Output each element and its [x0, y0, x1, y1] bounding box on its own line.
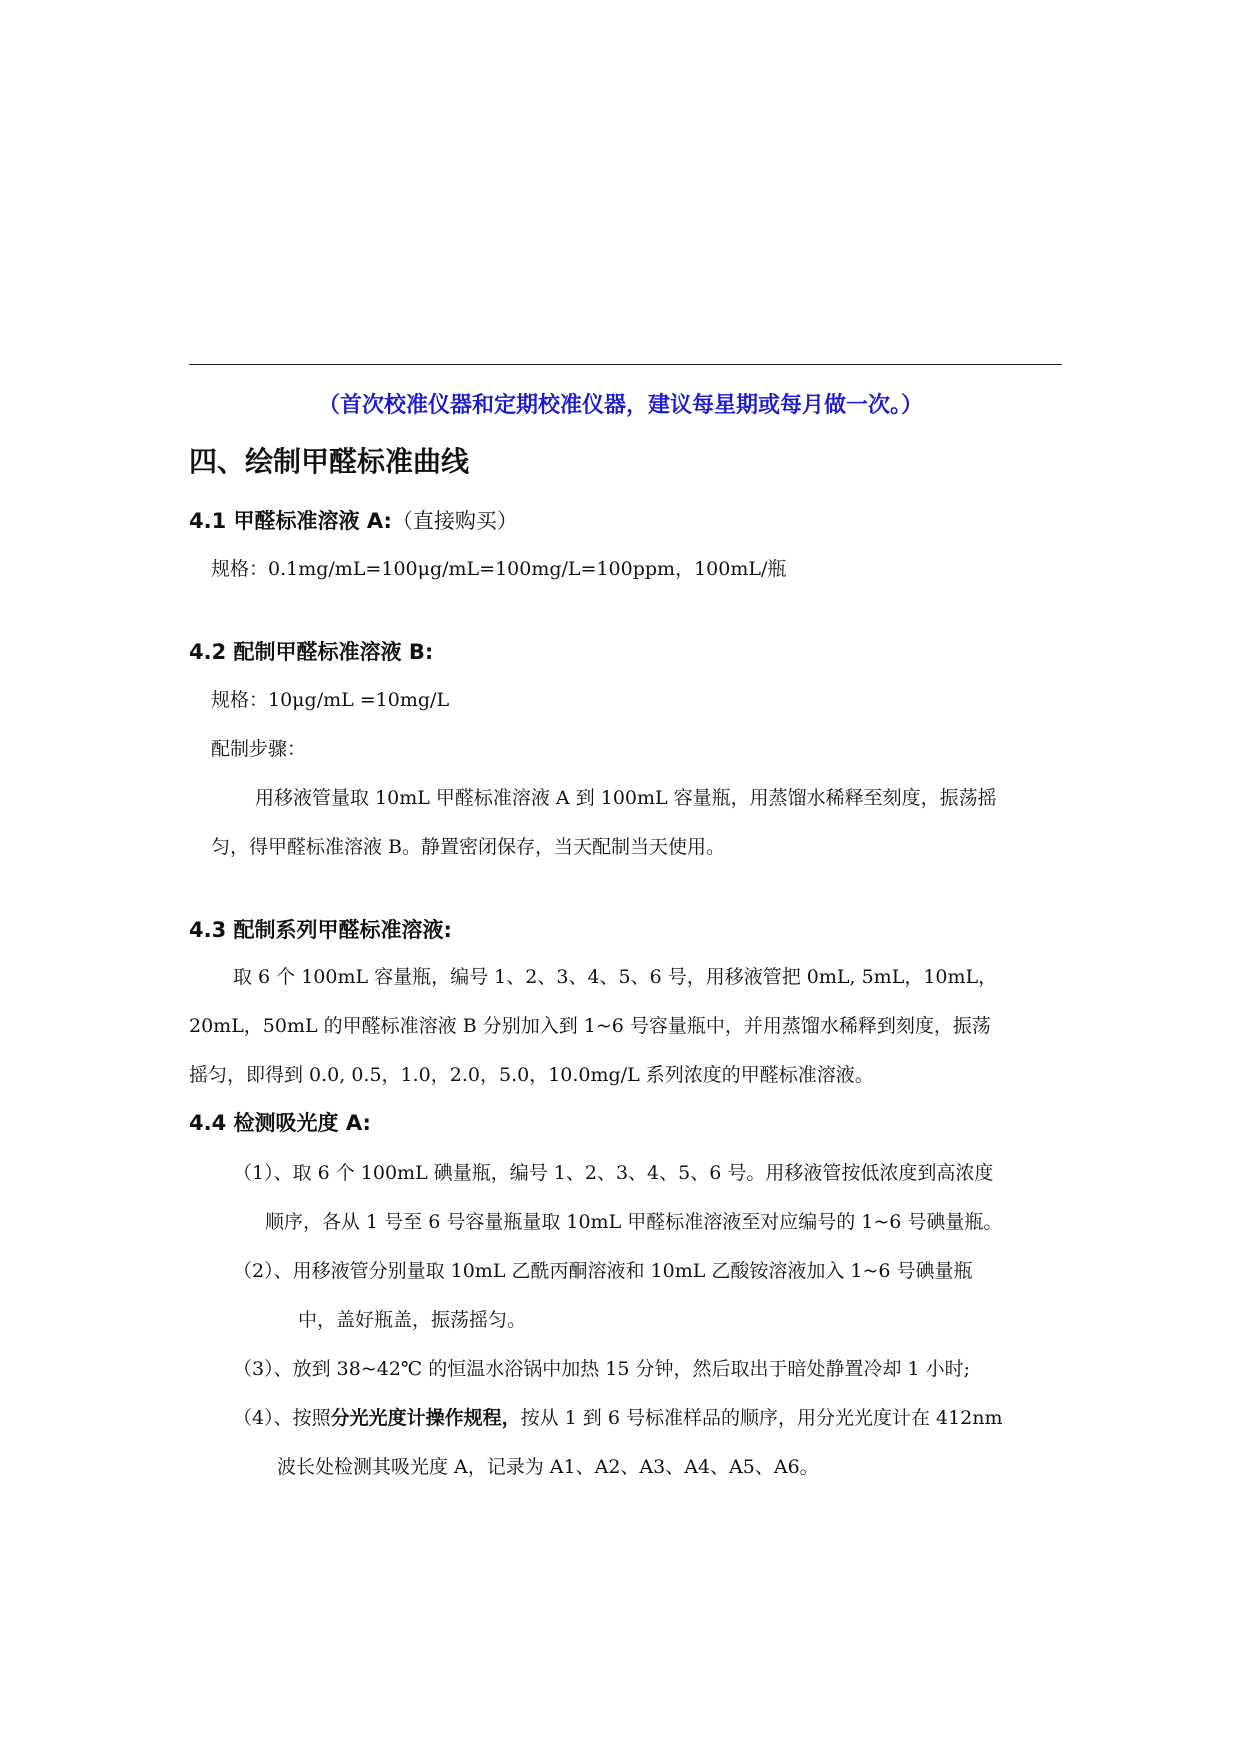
heading-4-4: 4.4 检测吸光度 A: [189, 1111, 371, 1135]
heading-4-1-text: 4.1 甲醛标准溶液 A: [189, 509, 392, 533]
top-divider [189, 364, 1062, 365]
item-2-line-2: 中，盖好瓶盖，振荡摇匀。 [298, 1309, 527, 1331]
steps-label: 配制步骤： [211, 738, 307, 760]
series-line-3: 摇匀，即得到 0.0, 0.5，1.0，2.0，5.0，10.0mg/L 系列浓度的甲醛标准溶液。 [189, 1064, 874, 1086]
item-4-line-1 [233, 1403, 1003, 1430]
heading-4-2: 4.2 配制甲醛标准溶液 B: [189, 640, 434, 664]
heading-4-1-suffix: （直接购买） [391, 509, 518, 533]
operating-procedure-ref: 分光光度计操作规程， [330, 1407, 521, 1429]
series-line-1: 取 6 个 100mL 容量瓶，编号 1、2、3、4、5、6 号，用移液管把 0mL, 5mL，10mL， [233, 966, 998, 988]
section-title: 四、绘制甲醛标准曲线 [189, 445, 470, 478]
heading-4-3: 4.3 配制系列甲醛标准溶液: [189, 918, 452, 942]
heading-4-1 [189, 505, 518, 535]
item-4-prefix: （4）、按照 [233, 1407, 331, 1429]
item-2-line-1: （2）、用移液管分别量取 10mL 乙酰丙酮溶液和 10mL 乙酸铵溶液加入 1~6 号碘量瓶 [233, 1260, 973, 1282]
item-1-line-1: （1）、取 6 个 100mL 碘量瓶，编号 1、2、3、4、5、6 号。用移液管按低浓度到高浓度 [233, 1162, 994, 1184]
calibration-note: （首次校准仪器和定期校准仪器，建议每星期或每月做一次。） [317, 393, 923, 418]
spec-4-1: 规格：0.1mg/mL=100μg/mL=100mg/L=100ppm，100mL/瓶 [211, 558, 787, 580]
item-4-rest: 按从 1 到 6 号标准样品的顺序，用分光光度计在 412nm [520, 1407, 1003, 1429]
spec-4-2: 规格：10μg/mL =10mg/L [211, 689, 450, 711]
series-line-2: 20mL，50mL 的甲醛标准溶液 B 分别加入到 1~6 号容量瓶中，并用蒸馏水稀释到刻度，振荡 [189, 1015, 991, 1037]
step-line-2: 匀，得甲醛标准溶液 B。静置密闭保存，当天配制当天使用。 [211, 836, 726, 858]
item-3-line-1: （3）、放到 38~42℃ 的恒温水浴锅中加热 15 分钟，然后取出于暗处静置冷却 1 小时; [233, 1358, 971, 1380]
step-line-1: 用移液管量取 10mL 甲醛标准溶液 A 到 100mL 容量瓶，用蒸馏水稀释至刻度，振荡摇 [255, 787, 997, 809]
item-1-line-2: 顺序，各从 1 号至 6 号容量瓶量取 10mL 甲醛标准溶液至对应编号的 1~6 号碘量瓶。 [265, 1211, 1003, 1233]
item-4-line-2: 波长处检测其吸光度 A，记录为 A1、A2、A3、A4、A5、A6。 [277, 1456, 819, 1478]
